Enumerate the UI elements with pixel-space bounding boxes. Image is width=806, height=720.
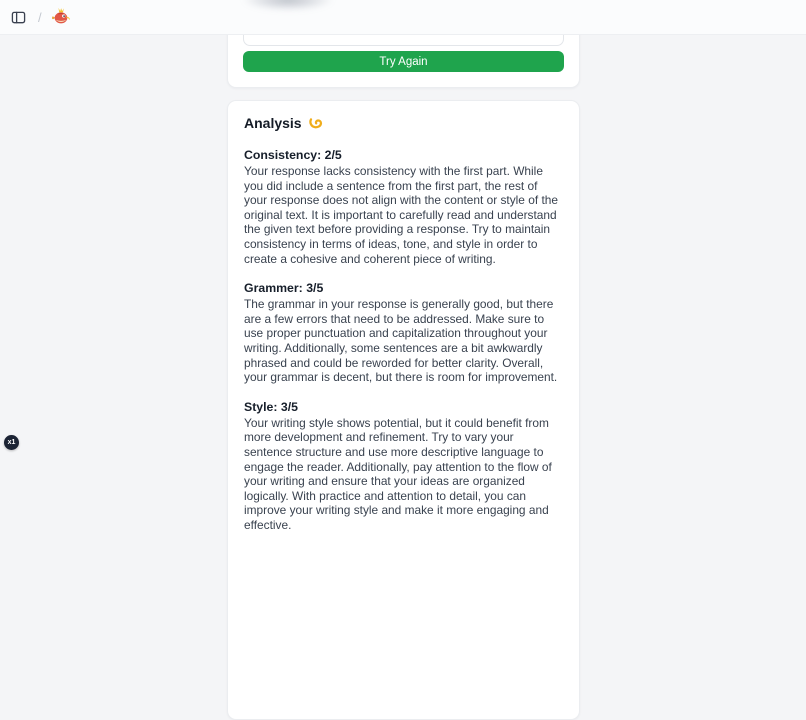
section-heading: Style: 3/5: [244, 399, 298, 414]
section-heading: Grammer: 3/5: [244, 281, 324, 296]
analysis-title-text: Analysis: [244, 115, 302, 131]
analysis-card: [227, 100, 580, 720]
section-body: Your response lacks consistency with the first part. While you did include a sentence from the first part, the rest of your response does not align with the content or style of the original text. It is important to carefully read and understand the given text before providing a response. Try to maintain consistency in terms of ideas, tone, and style in order to create a cohesive and coherent piece of writing.: [244, 164, 558, 266]
analysis-section-grammar: [244, 281, 563, 385]
section-heading: Consistency: 2/5: [244, 148, 342, 162]
sidebar-toggle-button[interactable]: [7, 6, 29, 28]
section-body: Your writing style shows potential, but it could benefit from more development and refinement. Try to vary your sentence structure and use more descriptive language to engage the reader. Additionally, pay attention to the flow of your writing and ensure that your ideas are organized logically. With practice and attention to detail, you can improve your writing style and make it more engaging and effective.: [244, 415, 552, 532]
breadcrumb-separator: /: [38, 9, 42, 25]
analysis-section-style: [244, 400, 563, 533]
panel-left-icon: [11, 10, 26, 25]
section-body: The grammar in your response is generally good, but there are a few errors that need to be addressed. Make sure to use proper punctuation and capitalization throughout your writing. Additionally, some sentences are a bit awkwardly phrased and could be reworded for better clarity. Overall, your grammar is decent, but there is room for improvement.: [244, 297, 558, 385]
dev-tools-badge[interactable]: x1: [4, 435, 19, 450]
dizzy-swirl-icon: [308, 116, 323, 131]
analysis-section-consistency: [244, 148, 563, 266]
analysis-title: [244, 115, 563, 131]
try-again-button[interactable]: Try Again: [243, 51, 564, 72]
top-header: [0, 0, 806, 35]
magikarp-fish-logo[interactable]: [51, 7, 72, 28]
